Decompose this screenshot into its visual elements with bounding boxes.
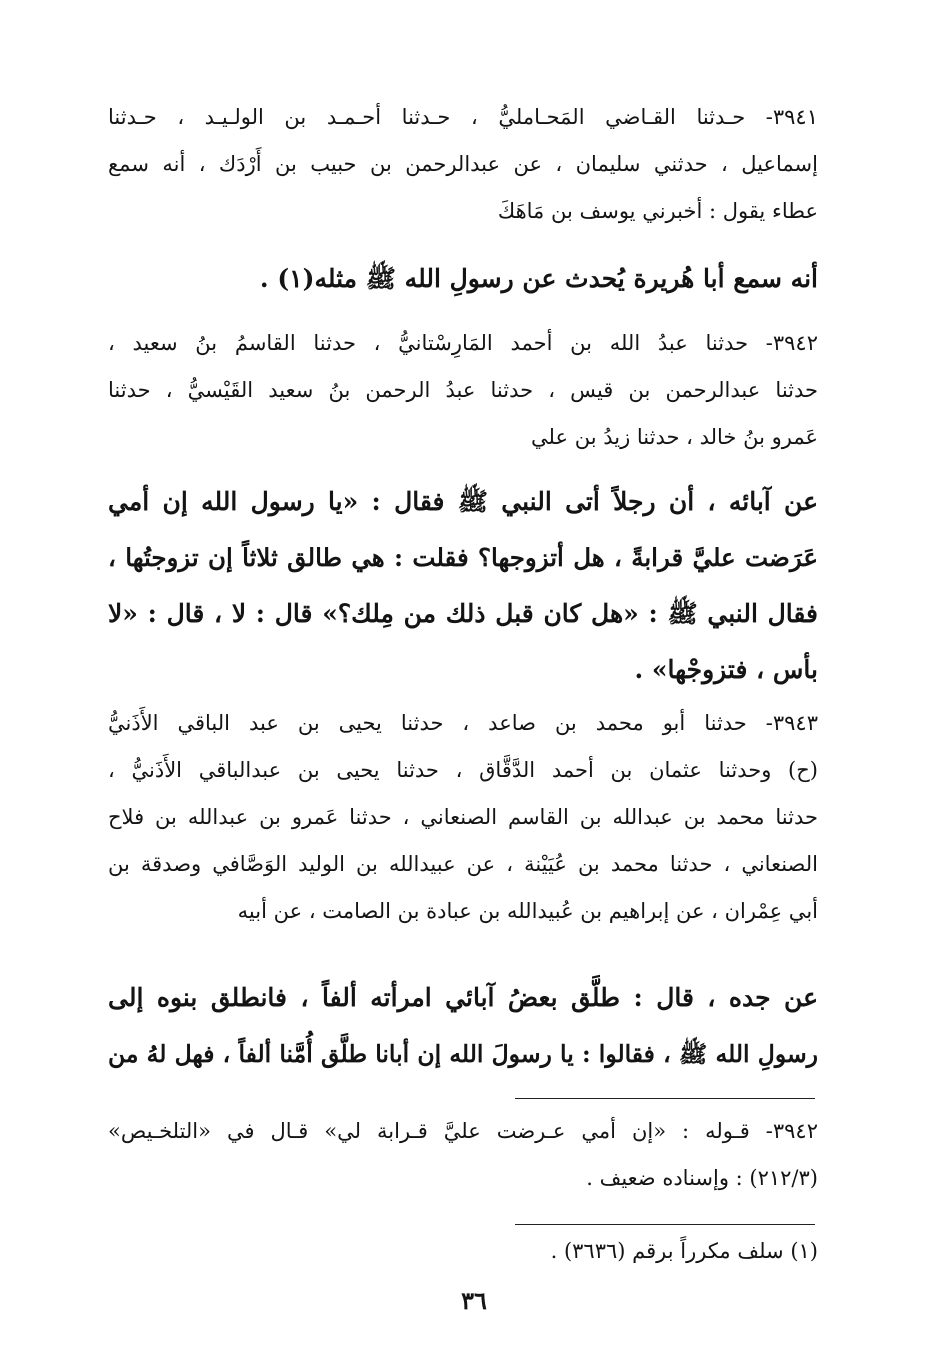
matn-line: أنه سمع أبا هُريرة يُحدث عن رسولِ الله ﷺ مثله(١) . (259, 264, 818, 293)
commentary-line: (٢١٢/٣) : وإسناده ضعيف . (586, 1166, 818, 1190)
isnad-line: (ح) وحدثنا عثمان بن أحمد الدَّقَّاق ، حدثنا يحيى بن عبدالباقي الأَذَنيُّ ، (108, 758, 818, 782)
matn-line: عن آبائه ، أن رجلاً أتى النبي ﷺ فقال : «يا رسول الله إن أمي (108, 487, 818, 516)
isnad-line: الصنعاني ، حدثنا محمد بن عُيَيْنة ، عن عبيدالله بن الوليد الوَصَّافي وصدقة بن (108, 852, 818, 876)
isnad-line: حدثنا عبدالرحمن بن قيس ، حدثنا عبدُ الرحمن بنُ سعيد القَيْسيُّ ، حدثنا (108, 378, 818, 402)
hadith-3941-matn (108, 251, 818, 307)
footnote-line: (١) سلف مكرراً برقم (٣٦٣٦) . (550, 1239, 818, 1263)
hadith-3943-isnad (108, 700, 818, 935)
hadith-3942-isnad (108, 320, 818, 461)
matn-line: عَرَضت عليَّ قرابةً ، هل أتزوجها؟ فقلت : هي طالق ثلاثاً إن تزوجتُها ، (108, 543, 818, 572)
isnad-line: أبي عِمْران ، عن إبراهيم بن عُبيدالله بن عبادة بن الصامت ، عن أبيه (237, 899, 818, 923)
footnotes (108, 1228, 818, 1275)
commentary-line: ٣٩٤٢- قـوله : «إن أمي عـرضت عليَّ قـرابة لي» قـال في «التلخـيص» (108, 1119, 818, 1143)
matn-line: بأس ، فتزوجْها» . (634, 655, 818, 684)
commentary (108, 1108, 818, 1202)
isnad-line: عَمرو بنُ خالد ، حدثنا زيدُ بن علي (531, 425, 818, 449)
isnad-line: حدثنا محمد بن عبدالله بن القاسم الصنعاني ، حدثنا عَمرو بن عبدالله بن فلاح (108, 805, 818, 829)
hadith-3942-matn (108, 474, 818, 698)
matn-line: رسولِ الله ﷺ ، فقالوا : يا رسولَ الله إن أبانا طلَّق أُمَّنا ألفاً ، فهل لهُ من (108, 1040, 818, 1068)
hadith-3941-isnad (108, 94, 818, 235)
matn-line: عن جده ، قال : طلَّق بعضُ آبائي امرأته ألفاً ، فانطلق بنوه إلى (108, 983, 818, 1012)
commentary-divider (515, 1098, 815, 1099)
isnad-line: إسماعيل ، حدثني سليمان ، عن عبدالرحمن بن حبيب بن أَرْدَك ، أنه سمع (108, 152, 818, 176)
isnad-line: ٣٩٤٣- حدثنا أبو محمد بن صاعد ، حدثنا يحيى بن عبد الباقي الأَذَنيُّ (108, 711, 818, 735)
isnad-line: ٣٩٤١- حـدثنا القـاضي المَحـامليُّ ، حـدثنا أحـمـد بن الولـيـد ، حـدثنا (108, 105, 818, 129)
isnad-line: ٣٩٤٢- حدثنا عبدُ الله بن أحمد المَارِسْتانيُّ ، حدثنا القاسمُ بنُ سعيد ، (108, 331, 818, 355)
isnad-line: عطاء يقول : أخبرني يوسف بن مَاهَكَ (497, 199, 818, 223)
footnote-divider (515, 1224, 815, 1225)
hadith-3943-matn (108, 970, 818, 1082)
matn-line: فقال النبي ﷺ : «هل كان قبل ذلك من مِلك؟» قال : لا ، قال : «لا (108, 599, 818, 628)
page-number: ٣٦ (461, 1286, 487, 1315)
